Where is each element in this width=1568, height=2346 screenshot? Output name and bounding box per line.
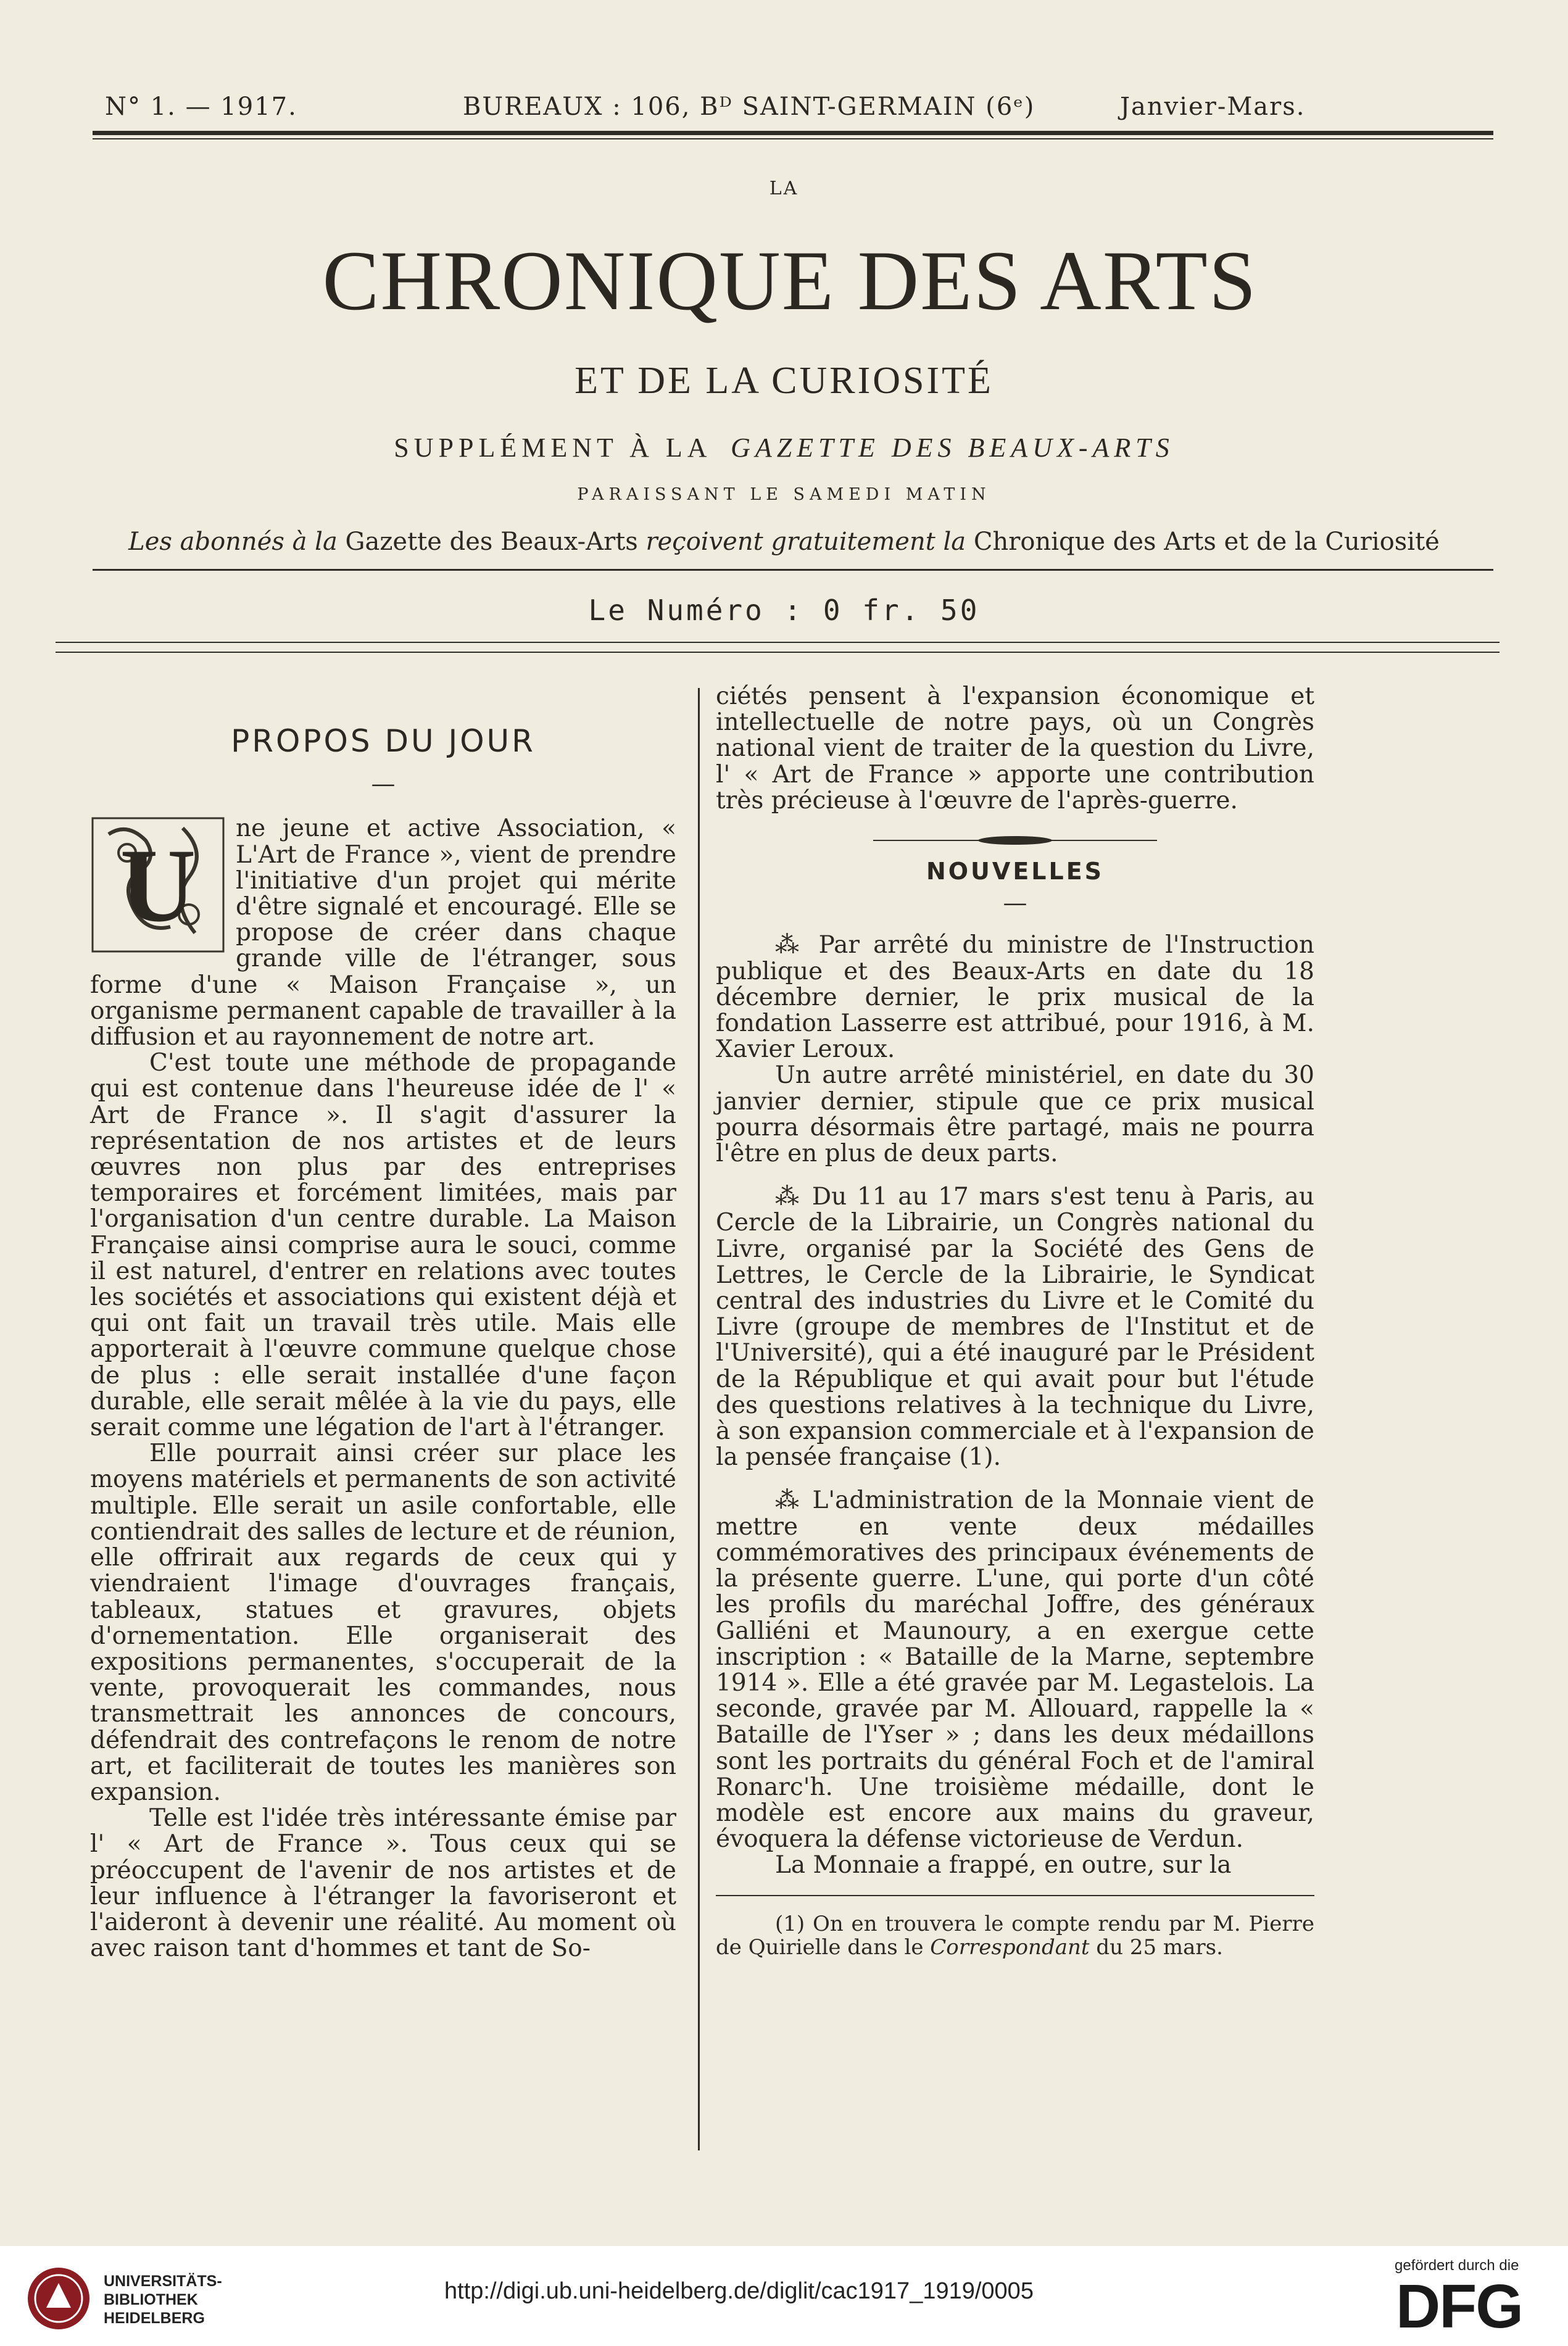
footnote-text-1: (1) On en trouvera le compte rendu par M. Pierre de Quirielle dans le [716,1911,1314,1960]
source-url-link[interactable]: http://digi.ub.uni-heidelberg.de/diglit/cac1917_1919/0005 [444,2278,1034,2304]
nouvelles-item-2: ⁂ Du 11 au 17 mars s'est tenu à Paris, au Cercle de la Librairie, un Congrès national du Livre, organisé par la Société des Gens de Lettres, le Cercle de la Librairie, le Syndicat central des industries du Livre et le Comité du Livre (groupe de membres de l'Institut et de l'Université), qui a été inauguré par le Président de la République et qui avait pour but l'étude des questions relatives à la technique du Livre, à son expansion commerciale et à l'expansion de la pensée française (1). [716,1183,1314,1472]
dropcap-ornament-icon [90,816,226,954]
abonnes-line [0,528,1568,556]
supplement-gazette: GAZETTE DES BEAUX-ARTS [731,433,1174,463]
library-line-1: UNIVERSITÄTS- [104,2273,222,2290]
nouvelles-item-4: La Monnaie a frappé, en outre, sur la [775,1851,1232,1880]
period: Janvier-Mars. [1120,93,1306,121]
masthead-title: CHRONIQUE DES ARTS [322,233,1258,328]
fleuron-divider-icon [861,833,1169,848]
footnote-rule [716,1895,1314,1896]
abonnes-part2: Gazette des Beaux-Arts [345,528,638,556]
left-column [90,723,676,1963]
abonnes-part1: Les abonnés à la [128,528,338,556]
masthead-la: LA [769,178,799,199]
propos-paragraph-4: Telle est l'idée très intéressante émise par l' « Art de France ». Tous ceux qui se préoccupent de l'avenir de nos artistes et de leur influence à l'étranger la favoriseront et l'aideront à devenir une réalité. Au moment où avec raison tant d'hommes et tant de So- [90,1804,676,1963]
parution-line: PARAISSANT LE SAMEDI MATIN [577,485,991,504]
propos-paragraph-2: C'est toute une méthode de propagande qui est contenue dans l'heureuse idée de l' « Art de France ». Il s'agit d'assurer la représentation de nos artistes et de leurs œuvres non plus par des entreprises temporaires et forcément limitées, mais par l'organisation d'un centre durable. La Maison Française ainsi comprise aura le souci, comme il est naturel, d'entrer en relations avec toutes les sociétés et associations qui existent déjà et qui ont fait un travail très utile. Mais elle apporterait à l'œuvre commune quelque chose de plus : elle serait installée d'une façon durable, elle serait mêlée à la vie du pays, elle serait comme une légation de l'art à l'étranger. [90,1049,676,1442]
library-line-3: HEIDELBERG [104,2310,205,2327]
supplement-text: SUPPLÉMENT À LA [394,433,711,463]
dfg-logo: DFG [1396,2272,1523,2341]
nouvelles-item-3: ⁂ L'administration de la Monnaie vient de mettre en vente deux médailles commémoratives des principaux événements de la présente guerre. L'une, qui porte d'un côté les profils du maréchal Joffre, des généraux Galliéni et Maunoury, a en exergue cette inscription : « Bataille de la Marne, septembre 1914 ». Elle a été gravée par M. Legastelois. La seconde, gravée par M. Allouard, rappelle la « Bataille de l'Yser » ; dans les deux médaillons sont les portraits du général Foch et de l'amiral Ronarc'h. Une troisième médaille, dont le modèle est encore aux mains du graveur, évoquera la défense victorieuse de Verdun. [716,1486,1314,1854]
propos-continuation: ciétés pensent à l'expansion économique et intellectuelle de notre pays, où un Congrès national vient de traiter de la question du Livre, l' « Art de France » apporte une contribution très précieuse à l'œuvre de l'après-guerre. [716,682,1314,814]
header-rule-thick [93,131,1493,135]
abonnes-part3: reçoivent gratuitement la [645,528,966,556]
right-column [716,684,1314,1959]
price-rule-2 [56,652,1500,653]
propos-paragraph-3: Elle pourrait ainsi créer sur place les moyens matériels et permanents de son activité multiple. Elle serait un asile confortable, elle contiendrait des salles de lecture et de réunion, elle offrirait aux regards de ceux qui y viendraient l'image d'ouvrages français, tableaux, statues et gravures, objets d'ornementation. Elle organiserait des expositions permanentes, s'occuperait de la vente, provoquerait les commandes, nous transmettrait les annonces de concours, défendrait des contrefaçons le renom de notre art, et faciliterait de toutes les manières son expansion. [90,1440,676,1806]
propos-dash: — [371,770,396,798]
footer-bar [0,2246,1568,2346]
funded-by: gefördert durch die [1395,2257,1519,2274]
bureaux-address: BUREAUX : 106, Bᴰ SAINT-GERMAIN (6ᵉ) [463,93,1035,121]
nouvelles-item-1: ⁂ Par arrêté du ministre de l'Instruction publique et des Beaux-Arts en date du 18 décembre dernier, le prix musical de la fondation Lasserre est attribué, pour 1916, à M. Xavier Leroux. [716,931,1314,1064]
column-separator [698,688,700,2150]
nouvelles-heading: NOUVELLES [926,858,1105,885]
propos-paragraph-1: ne jeune et active Association, « L'Art de France », vient de prendre l'initiative d'un projet qui mérite d'être signalé et encouragé. Elle se propose de créer dans chaque grande ville de l'étranger, sous forme d'une « Maison Française », un organisme permanent capable de travailler à la diffusion et au rayonnement de notre art. [90,814,676,1051]
nouvelles-item-1b: Un autre arrêté ministériel, en date du 30 janvier dernier, stipule que ce prix musical pourra désormais être partagé, mais ne pourra l'être en plus de deux parts. [716,1061,1314,1168]
abonnes-part4: Chronique des Arts et de la Curiosité [973,528,1440,556]
header-rule-thin [93,138,1493,139]
university-seal-icon [25,2265,93,2332]
issue-number: N° 1. — 1917. [105,93,297,121]
propos-heading: PROPOS DU JOUR [231,723,536,759]
footnote-correspondant: Correspondant [930,1934,1090,1960]
price-rule-1 [56,642,1500,643]
price-line: Le Numéro : 0 fr. 50 [588,594,980,627]
dropcap-letter: U [120,827,196,944]
supplement-line [0,432,1568,463]
masthead-rule [93,569,1493,571]
footnote-text-2: du 25 mars. [1096,1934,1223,1960]
ornate-dropcap [90,816,226,954]
footnote [716,1912,1314,1959]
nouvelles-dash: — [1003,889,1027,918]
library-name [104,2272,222,2327]
subtitle-text: ET DE LA CURIOSITÉ [575,360,993,402]
masthead-subtitle [0,359,1568,403]
library-line-2: BIBLIOTHEK [104,2291,198,2308]
header-line [93,93,1493,130]
ornamental-separator [716,827,1314,846]
